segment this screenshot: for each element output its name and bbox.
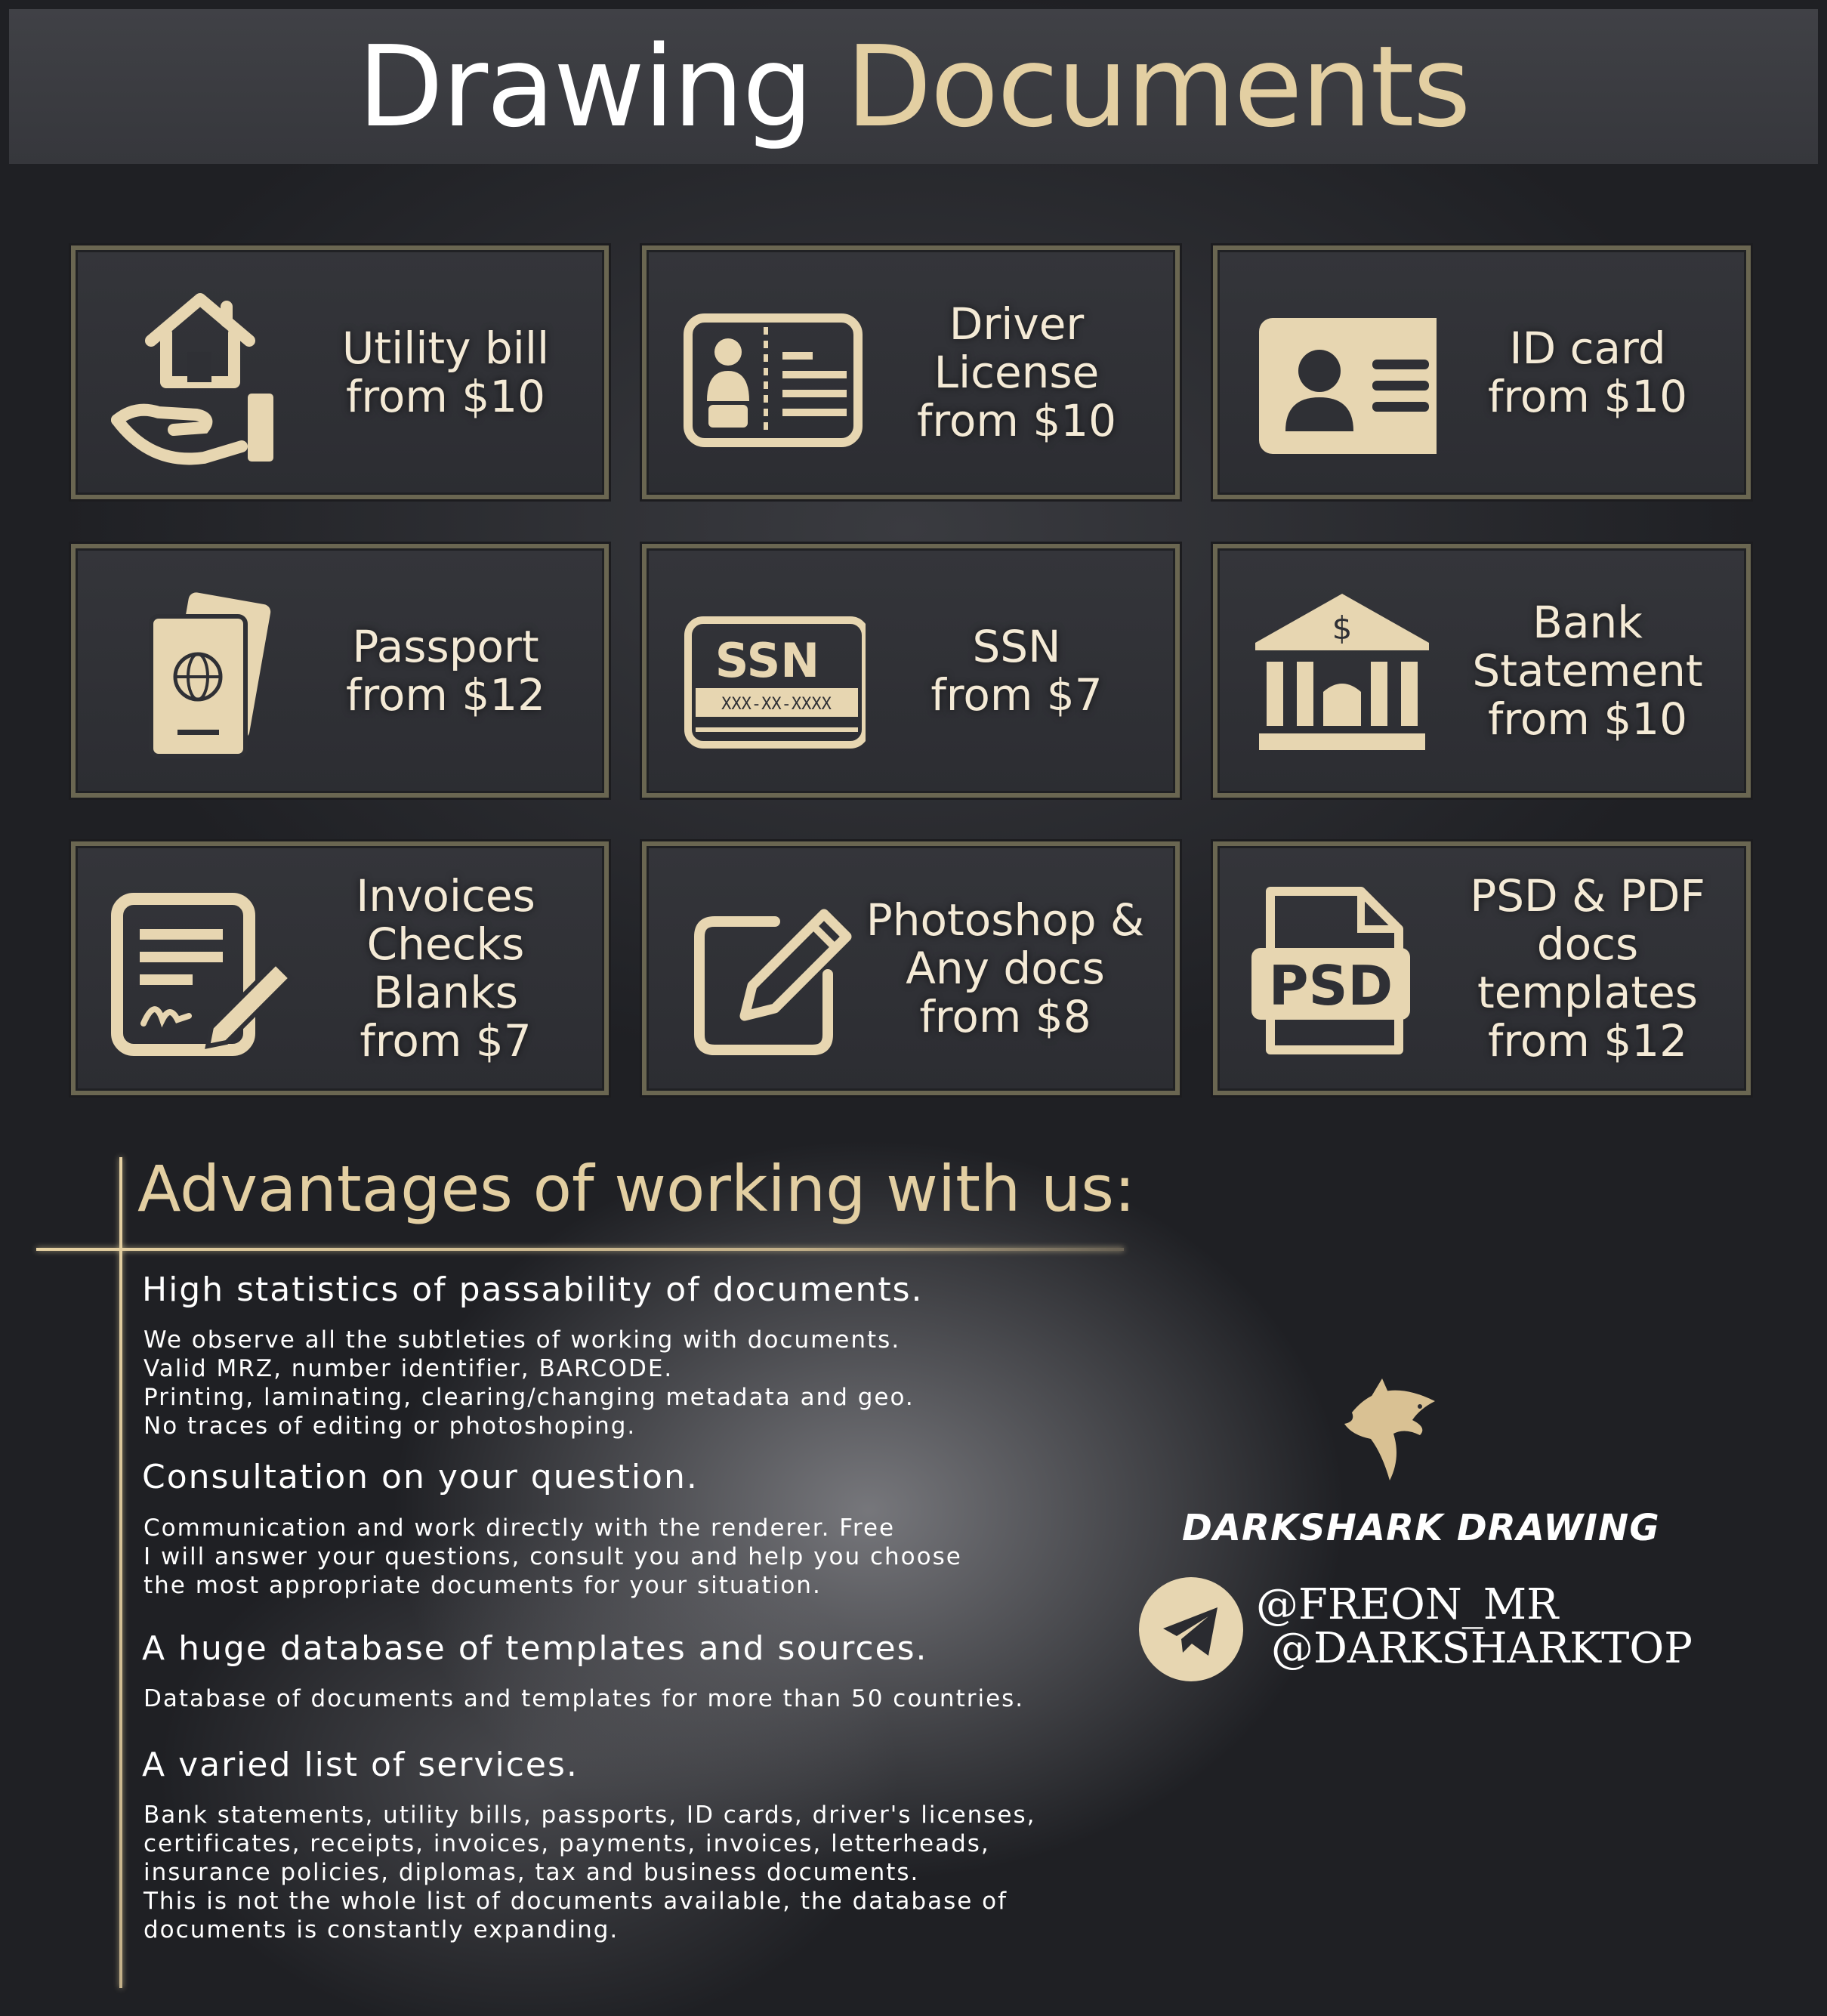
card-line: Any docs [906, 943, 1105, 994]
card-utility-bill[interactable] [71, 245, 609, 499]
card-psd-pdf[interactable] [1213, 841, 1751, 1095]
card-line: from $12 [1487, 1015, 1688, 1067]
advantage-text: insurance policies, diplomas, tax and business documents. [144, 1859, 920, 1886]
edit-pencil-icon [677, 876, 866, 1065]
card-line: templates [1477, 967, 1699, 1018]
card-line: from $12 [345, 669, 546, 721]
psd-file-icon [1248, 876, 1437, 1065]
card-line: Invoices [356, 870, 535, 922]
card-label [873, 548, 1160, 793]
ssn-card-icon [677, 579, 866, 767]
advantage-text: Bank statements, utility bills, passports, ID cards, driver's licenses, [144, 1801, 1036, 1829]
advantage-heading: A varied list of services. [142, 1746, 579, 1784]
advantage-text: the most appropriate documents for your situation. [144, 1572, 822, 1599]
card-line: Checks [366, 918, 525, 970]
card-invoices[interactable] [71, 841, 609, 1095]
svg-text:XXX-XX-XXXX: XXX-XX-XXXX [721, 695, 832, 714]
advantages-title: Advantages of working with us: [137, 1152, 1136, 1226]
advantage-text: We observe all the subtleties of working with documents. [144, 1326, 901, 1354]
svg-text:PSD: PSD [1268, 954, 1393, 1017]
advantages-vertical-divider [119, 1157, 122, 1988]
shark-logo-icon [1329, 1367, 1450, 1488]
card-line: from $10 [345, 371, 546, 422]
card-line: from $7 [930, 669, 1103, 721]
card-line: Statement [1472, 645, 1703, 696]
card-label [302, 250, 589, 495]
card-line: Bank [1532, 597, 1643, 648]
house-in-hand-icon [106, 280, 295, 469]
card-label [302, 548, 589, 793]
card-line: License [934, 347, 1100, 398]
card-label [873, 250, 1160, 495]
advantage-text: certificates, receipts, invoices, payments, invoices, letterheads, [144, 1830, 990, 1857]
advantage-heading: A huge database of templates and sources. [142, 1629, 928, 1668]
advantage-heading: Consultation on your question. [142, 1458, 699, 1496]
card-line: Passport [352, 621, 539, 672]
passport-icon [106, 579, 295, 767]
card-label [1444, 548, 1731, 793]
card-line: SSN [972, 621, 1061, 672]
card-line: PSD & PDF [1470, 870, 1705, 922]
card-label [850, 846, 1160, 1091]
advantage-text: This is not the whole list of documents available, the database of [144, 1888, 1008, 1915]
document-signature-icon [106, 876, 295, 1065]
advantage-text: Valid MRZ, number identifier, BARCODE. [144, 1355, 674, 1382]
card-line: ID card [1509, 323, 1666, 374]
card-line: Utility bill [341, 323, 550, 374]
title-part-gold: Documents [845, 21, 1470, 152]
brand-name: DARKSHARK DRAWING [1182, 1507, 1660, 1549]
advantages-horizontal-divider [36, 1248, 1124, 1251]
card-label [1444, 250, 1731, 495]
card-id-card[interactable] [1213, 245, 1751, 499]
card-line: docs [1536, 918, 1639, 970]
svg-text:SSN: SSN [714, 633, 820, 688]
card-line: from $10 [1487, 693, 1688, 745]
card-label [1444, 846, 1731, 1091]
telegram-icon[interactable] [1139, 1577, 1243, 1681]
card-passport[interactable] [71, 544, 609, 798]
telegram-handle-1[interactable]: @FREON_MR [1256, 1580, 1559, 1629]
card-label [302, 846, 589, 1091]
card-line: from $10 [916, 395, 1117, 446]
card-ssn[interactable] [642, 544, 1180, 798]
title-part-white: Drawing [357, 21, 812, 152]
card-bank-statement[interactable] [1213, 544, 1751, 798]
driver-license-icon [677, 280, 866, 469]
advantage-text: I will answer your questions, consult you and help you choose [144, 1543, 962, 1570]
page-title [357, 22, 1469, 152]
card-line: from $7 [360, 1015, 532, 1067]
card-line: from $10 [1487, 371, 1688, 422]
bank-icon [1248, 579, 1437, 767]
advantage-text: Printing, laminating, clearing/changing metadata and geo. [144, 1384, 915, 1411]
card-line: Blanks [372, 967, 518, 1018]
id-card-icon [1248, 280, 1437, 469]
advantage-text: Communication and work directly with the renderer. Free [144, 1514, 896, 1542]
svg-text:$: $ [1332, 610, 1353, 647]
card-driver-license[interactable] [642, 245, 1180, 499]
advantage-text: documents is constantly expanding. [144, 1916, 619, 1943]
card-photoshop[interactable] [642, 841, 1180, 1095]
header-bar [9, 9, 1818, 164]
card-line: Photoshop & [866, 894, 1145, 946]
card-line: Driver [949, 298, 1085, 350]
card-line: from $8 [919, 991, 1091, 1042]
advantage-text: Database of documents and templates for more than 50 countries. [144, 1685, 1025, 1712]
advantage-text: No traces of editing or photoshoping. [144, 1412, 637, 1440]
advantage-heading: High statistics of passability of documents. [142, 1270, 924, 1309]
telegram-handle-2[interactable]: @DARKSHARKTOP [1271, 1624, 1693, 1673]
